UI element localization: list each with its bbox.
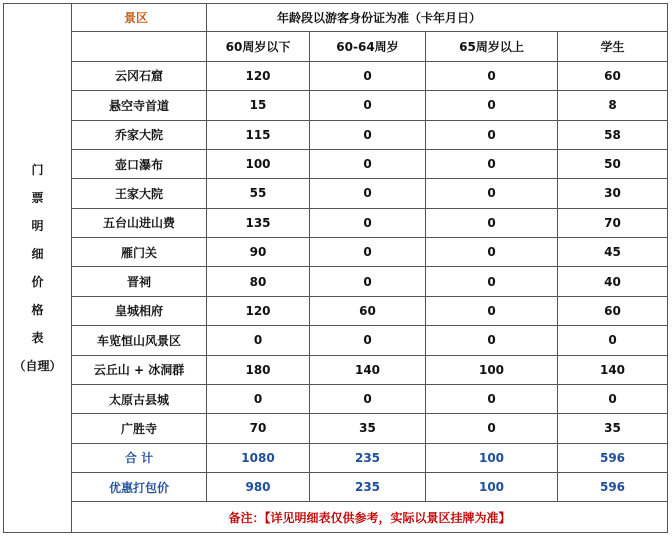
price-cell: 0 bbox=[426, 414, 558, 443]
table-row bbox=[4, 326, 668, 355]
attraction-name: 云丘山 + 冰洞群 bbox=[72, 355, 207, 384]
price-cell: 8 bbox=[558, 91, 668, 120]
side-title-char: 细 bbox=[31, 247, 44, 261]
price-cell: 0 bbox=[426, 61, 558, 90]
table-row bbox=[4, 91, 668, 120]
price-cell: 180 bbox=[207, 355, 310, 384]
price-cell: 45 bbox=[558, 238, 668, 267]
price-cell: 40 bbox=[558, 267, 668, 296]
price-cell: 0 bbox=[426, 384, 558, 413]
table-row bbox=[4, 267, 668, 296]
price-cell: 58 bbox=[558, 120, 668, 149]
price-cell: 100 bbox=[426, 473, 558, 502]
price-cell: 235 bbox=[310, 473, 426, 502]
price-cell: 1080 bbox=[207, 443, 310, 472]
price-cell: 140 bbox=[310, 355, 426, 384]
side-title bbox=[4, 4, 72, 533]
attraction-name: 五台山进山费 bbox=[72, 208, 207, 237]
price-cell: 0 bbox=[310, 120, 426, 149]
price-cell: 0 bbox=[310, 208, 426, 237]
price-cell: 0 bbox=[426, 120, 558, 149]
price-cell: 115 bbox=[207, 120, 310, 149]
table-row bbox=[4, 355, 668, 384]
attraction-header-spacer bbox=[72, 32, 207, 61]
side-title-char: 表 bbox=[31, 331, 44, 345]
price-cell: 596 bbox=[558, 443, 668, 472]
price-cell: 100 bbox=[426, 355, 558, 384]
price-cell: 0 bbox=[310, 267, 426, 296]
side-title-note: （自理） bbox=[13, 359, 62, 373]
price-cell: 0 bbox=[207, 384, 310, 413]
column-header: 学生 bbox=[558, 32, 668, 61]
price-cell: 0 bbox=[558, 384, 668, 413]
attraction-name: 太原古县城 bbox=[72, 384, 207, 413]
price-cell: 15 bbox=[207, 91, 310, 120]
price-cell: 100 bbox=[207, 149, 310, 178]
header-row-1 bbox=[4, 4, 668, 32]
column-header: 60-64周岁 bbox=[310, 32, 426, 61]
attraction-name: 晋祠 bbox=[72, 267, 207, 296]
price-cell: 0 bbox=[558, 326, 668, 355]
price-cell: 120 bbox=[207, 61, 310, 90]
price-cell: 100 bbox=[426, 443, 558, 472]
attraction-name: 广胜寺 bbox=[72, 414, 207, 443]
column-header: 65周岁以上 bbox=[426, 32, 558, 61]
price-cell: 0 bbox=[426, 238, 558, 267]
note-text: 备注：【详见明细表仅供参考，实际以景区挂牌为准】 bbox=[72, 502, 668, 533]
side-title-char: 格 bbox=[31, 303, 44, 317]
price-cell: 980 bbox=[207, 473, 310, 502]
price-cell: 90 bbox=[207, 238, 310, 267]
side-title-char: 价 bbox=[31, 275, 44, 289]
table-row bbox=[4, 179, 668, 208]
attraction-name: 优惠打包价 bbox=[72, 473, 207, 502]
table-row bbox=[4, 61, 668, 90]
table-row bbox=[4, 208, 668, 237]
price-cell: 0 bbox=[310, 238, 426, 267]
price-cell: 135 bbox=[207, 208, 310, 237]
price-cell: 235 bbox=[310, 443, 426, 472]
price-cell: 0 bbox=[310, 384, 426, 413]
price-cell: 0 bbox=[207, 326, 310, 355]
attraction-name: 悬空寺首道 bbox=[72, 91, 207, 120]
table-row bbox=[4, 120, 668, 149]
package-row bbox=[4, 473, 668, 502]
price-cell: 0 bbox=[426, 179, 558, 208]
header-row-2 bbox=[4, 32, 668, 61]
table-row bbox=[4, 296, 668, 325]
price-cell: 35 bbox=[310, 414, 426, 443]
table-row bbox=[4, 149, 668, 178]
note-row bbox=[4, 502, 668, 533]
price-cell: 50 bbox=[558, 149, 668, 178]
price-cell: 0 bbox=[310, 326, 426, 355]
table-row bbox=[4, 238, 668, 267]
price-cell: 0 bbox=[426, 326, 558, 355]
attraction-name: 云冈石窟 bbox=[72, 61, 207, 90]
attraction-name: 王家大院 bbox=[72, 179, 207, 208]
attraction-name: 雁门关 bbox=[72, 238, 207, 267]
price-cell: 596 bbox=[558, 473, 668, 502]
price-cell: 60 bbox=[558, 61, 668, 90]
price-cell: 0 bbox=[310, 61, 426, 90]
attraction-name: 壶口瀑布 bbox=[72, 149, 207, 178]
price-cell: 0 bbox=[426, 296, 558, 325]
ticket-price-table bbox=[3, 3, 668, 533]
table-row bbox=[4, 414, 668, 443]
price-cell: 120 bbox=[207, 296, 310, 325]
price-cell: 0 bbox=[310, 179, 426, 208]
attraction-name: 乔家大院 bbox=[72, 120, 207, 149]
price-cell: 35 bbox=[558, 414, 668, 443]
price-cell: 60 bbox=[558, 296, 668, 325]
price-cell: 0 bbox=[426, 267, 558, 296]
price-cell: 0 bbox=[426, 149, 558, 178]
side-title-char: 门 bbox=[31, 163, 44, 177]
column-header: 60周岁以下 bbox=[207, 32, 310, 61]
price-cell: 0 bbox=[310, 149, 426, 178]
attraction-header: 景区 bbox=[72, 4, 207, 32]
price-cell: 70 bbox=[558, 208, 668, 237]
price-cell: 0 bbox=[426, 91, 558, 120]
attraction-name: 皇城相府 bbox=[72, 296, 207, 325]
table-row bbox=[4, 384, 668, 413]
attraction-name: 合 计 bbox=[72, 443, 207, 472]
total-row bbox=[4, 443, 668, 472]
price-cell: 0 bbox=[310, 91, 426, 120]
price-cell: 30 bbox=[558, 179, 668, 208]
price-cell: 55 bbox=[207, 179, 310, 208]
price-cell: 70 bbox=[207, 414, 310, 443]
age-group-header: 年龄段以游客身份证为准（卡年月日） bbox=[207, 4, 668, 32]
price-cell: 140 bbox=[558, 355, 668, 384]
side-title-char: 明 bbox=[31, 219, 44, 233]
price-cell: 0 bbox=[426, 208, 558, 237]
price-cell: 80 bbox=[207, 267, 310, 296]
price-cell: 60 bbox=[310, 296, 426, 325]
attraction-name: 车览恒山风景区 bbox=[72, 326, 207, 355]
side-title-char: 票 bbox=[31, 191, 44, 205]
